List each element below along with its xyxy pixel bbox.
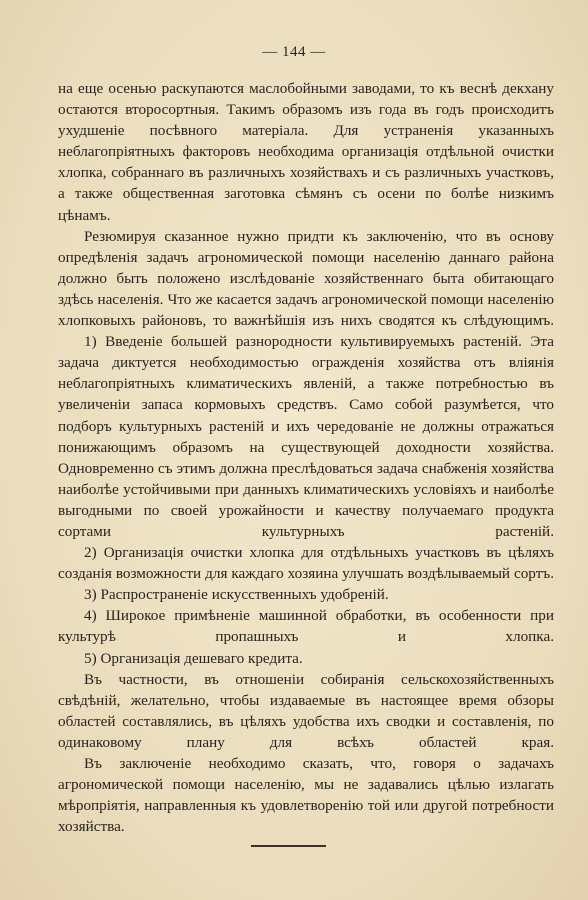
page-number: — 144 —: [262, 44, 326, 60]
paragraph-summary: Резюмируя сказанное нужно придти къ заключенію, что въ основу опредѣленія задачъ агрономической помощи населенію даннаго района должно быть положено изслѣдованіе хозяйственнаго быта обитающаго здѣсь населенія. Что же касается задачъ агрономической помощи населенію хлопковыхъ районовъ, то важнѣйшія изъ нихъ сводятся къ слѣдующимъ.: [58, 227, 554, 330]
document-body: [58, 78, 554, 837]
list-item-5: 5) Организація дешеваго кредита.: [84, 649, 303, 667]
list-item-2: 2) Организація очистки хлопка для отдѣльныхъ участковъ въ цѣляхъ созданія возможности для каждаго хозяина улучшать воздѣлываемый сортъ.: [58, 544, 554, 583]
paragraph-particulars: Въ частности, въ отношеніи собиранія сельскохозяйственныхъ свѣдѣній, желательно, чтобы издаваемые въ настоящее время обзоры областей составлялись, въ цѣляхъ удобства ихъ сводки и составленія, по одинаковому плану для всѣхъ областей края.: [58, 670, 554, 751]
end-rule: [251, 845, 326, 847]
paragraph-continuation: на еще осенью раскупаются маслобойными заводами, то къ веснѣ декхану остаются второсортныя. Такимъ образомъ изъ года въ годъ происходитъ ухудшеніе посѣвного матеріала. Для устраненія указанныхъ неблагопріятныхъ факторовъ необходима организація отдѣльной очистки хлопка, собраннаго въ различныхъ хозяйствахъ и съ различныхъ участковъ, а также общественная заготовка сѣмянъ съ осени по болѣе низкимъ цѣнамъ.: [58, 80, 554, 224]
list-item-3: 3) Распространеніе искусственныхъ удобреній.: [84, 586, 389, 604]
list-item-4: 4) Широкое примѣненіе машинной обработки, въ особенности при культурѣ пропашныхъ и хлопка.: [58, 607, 554, 646]
list-item-1: 1) Введеніе большей разнородности культивируемыхъ растеній. Эта задача диктуется необходимостью огражденія хозяйства отъ вліянія неблагопріятныхъ климатическихъ явленій, а также потребностью въ увеличеніи запаса кормовыхъ средствъ. Само собой разумѣется, что подборъ культурныхъ растеній и ихъ чередованіе не должны отражаться понижающимъ образомъ на существующей доходности хозяйства. Одновременно съ этимъ должна преслѣдоваться задача снабженія хозяйства наиболѣе устойчивыми при данныхъ климатическихъ условіяхъ и наиболѣе выгодными по своей урожайности и качеству получаемаго продукта сортами культурныхъ растеній.: [58, 333, 554, 540]
paragraph-conclusion: Въ заключеніе необходимо сказать, что, говоря о задачахъ агрономической помощи населенію, мы не задавались цѣлью излагать мѣропріятія, направленныя къ удовлетворенію той или другой потребности хозяйства.: [58, 755, 554, 836]
